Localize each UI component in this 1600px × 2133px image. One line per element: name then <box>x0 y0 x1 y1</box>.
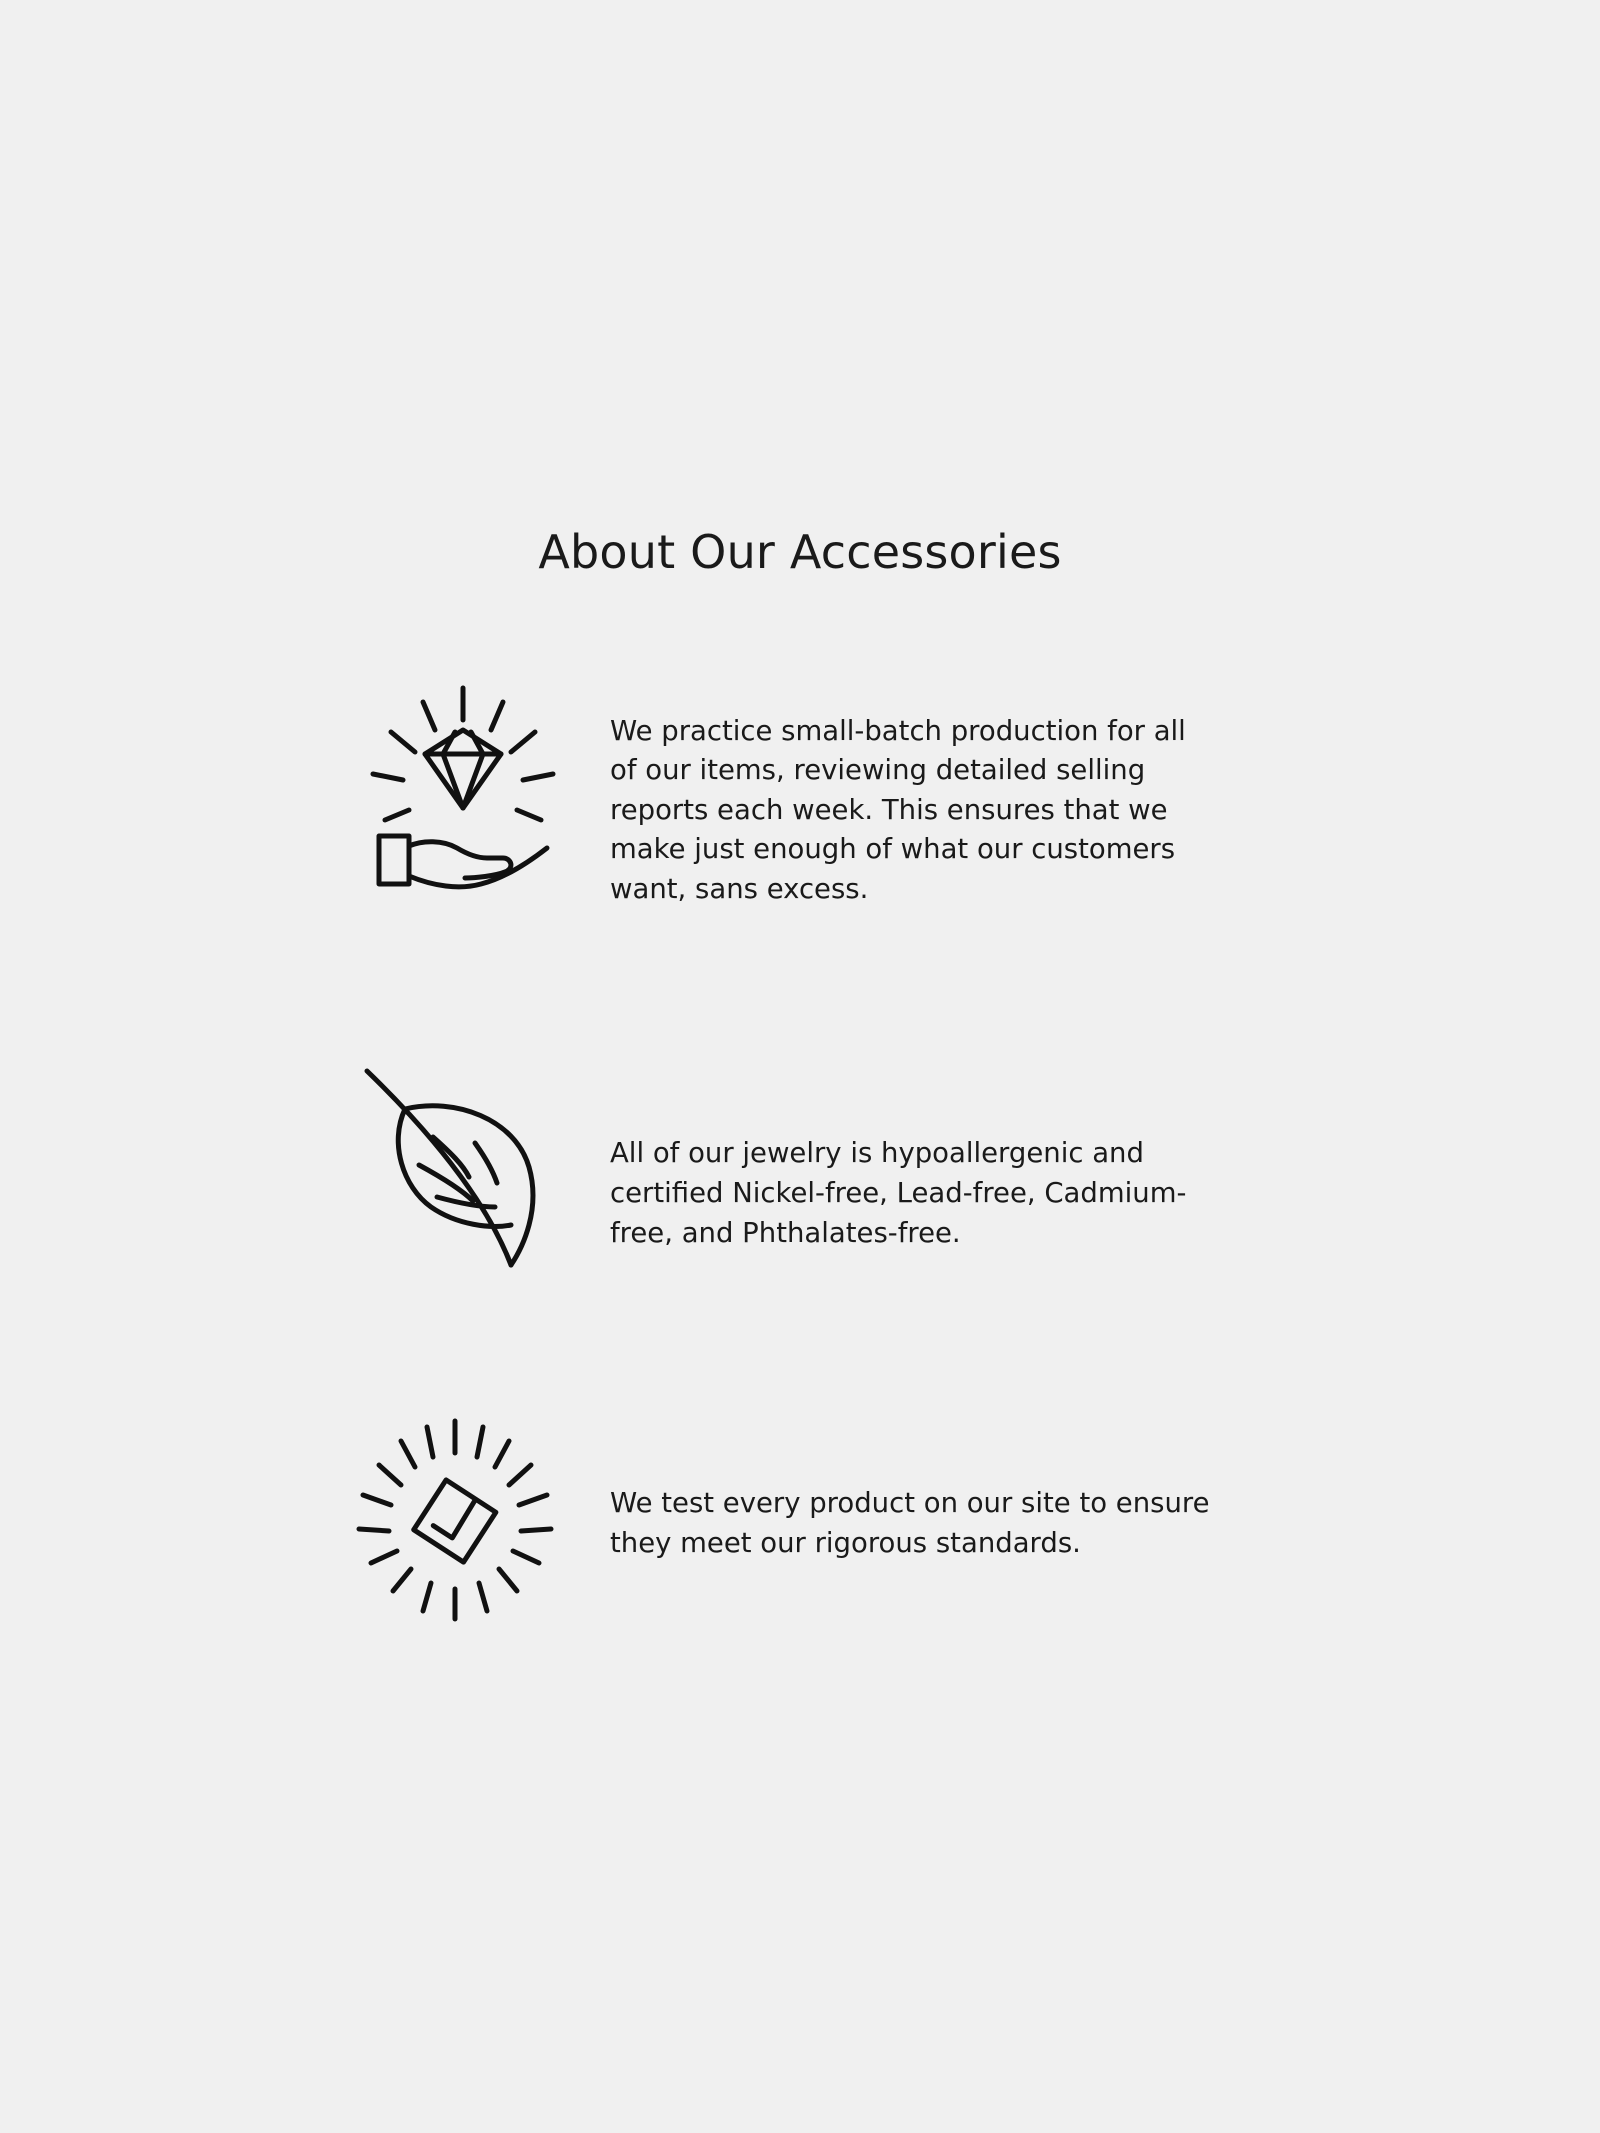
list-item <box>330 660 1280 937</box>
checkmark-burst-icon <box>330 1402 610 1642</box>
diamond-in-hand-icon <box>330 660 610 920</box>
list-item-text: We practice small-batch production for all of our items, reviewing detailed selling reports each week. This ensures that we make just enough of what our customers want, sans excess. <box>610 714 1186 905</box>
list-item-text: We test every product on our site to ensure they meet our rigorous standards. <box>610 1487 1210 1560</box>
list-item <box>330 1047 1280 1297</box>
list-item <box>330 1402 1280 1642</box>
list-item-text: All of our jewelry is hypoallergenic and certified Nickel-free, Lead-free, Cadmium-free, and Phthalates-free. <box>610 1137 1187 1249</box>
feature-list <box>330 660 1280 1702</box>
page-title: About Our Accessories <box>538 525 1062 580</box>
feather-icon <box>330 1047 610 1297</box>
